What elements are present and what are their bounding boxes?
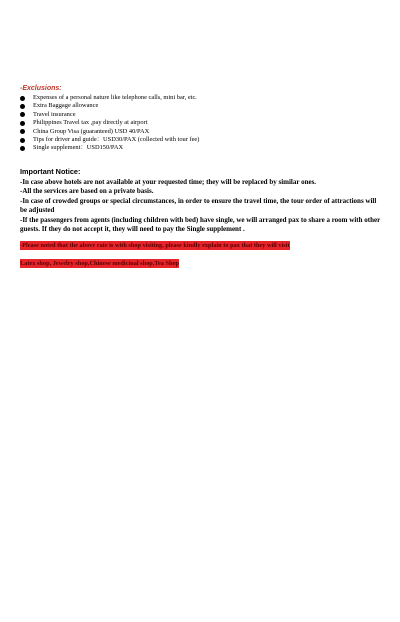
list-item: Single supplement：USD150/PAX — [20, 144, 199, 152]
notice-line: -All the services are based on a private basis. — [20, 187, 154, 196]
list-item: Tips for driver and guide：USD30/PAX (collected with tour fee) — [20, 136, 199, 144]
bullet-icon — [20, 146, 25, 151]
bullet-icon — [20, 112, 25, 117]
bullet-icon — [20, 121, 25, 126]
notice-line: -If the passengers from agents (including children with bed) have single, we will arranged pax to share a room with other guests. If they do not accept it, they will need to pay the Single supplement . — [20, 215, 381, 234]
bullet-icon — [20, 104, 25, 109]
exclusions-list — [20, 94, 199, 153]
bullet-icon — [20, 129, 25, 134]
important-notice-heading: Important Notice: — [20, 167, 81, 176]
exclusions-heading: -Exclusions: — [20, 85, 62, 92]
notice-line: -In case above hotels are not available at your requested time; they will be replaced by similar ones. — [20, 178, 317, 186]
shop-note-line-1: -Please noted that the above rate is with shop visiting, please kindly explain to pax that they will visit — [20, 242, 290, 249]
bullet-icon — [20, 138, 25, 143]
list-item: Travel insurance — [20, 111, 199, 119]
notice-line: -In case of crowded groups or special circumstances, in order to ensure the travel time, the tour order of attractions will be adjusted — [20, 196, 377, 215]
list-item: Expenses of a personal nature like telephone calls, mini bar, etc. — [20, 94, 199, 102]
shop-note-line-2: Latex shop, Jewelry shop,Chinese medicinal shop,Tea Shop — [20, 260, 180, 267]
bullet-icon — [20, 96, 25, 101]
list-item: China Group Visa (guaranteed) USD 40/PAX — [20, 128, 199, 136]
list-item: Extra Baggage allowance — [20, 102, 199, 110]
notice-body — [20, 178, 382, 234]
list-item: Philippines Travel tax ,pay directly at airport — [20, 119, 199, 127]
shop-visit-highlight — [20, 234, 382, 270]
